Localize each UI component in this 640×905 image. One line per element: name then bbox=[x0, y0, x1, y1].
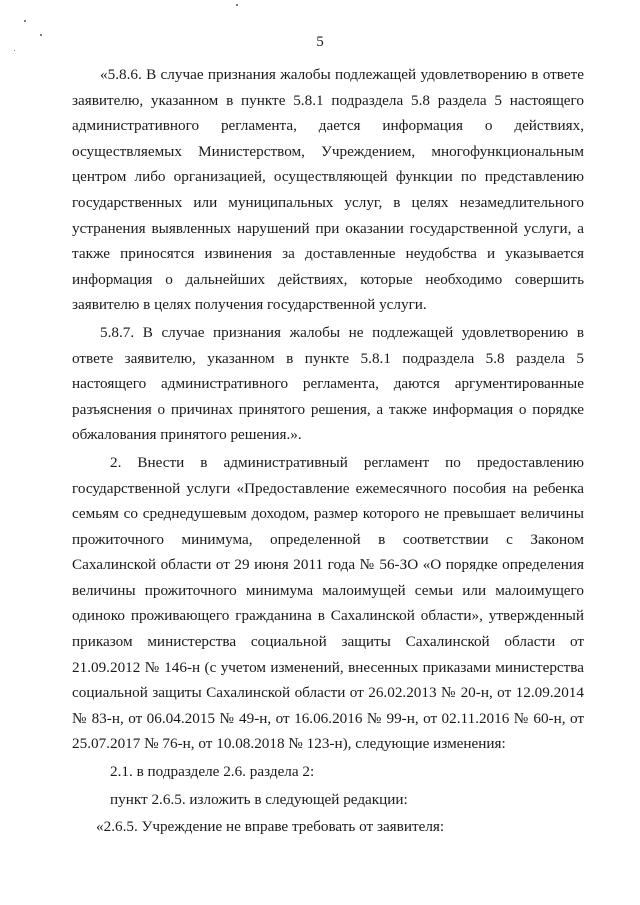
paragraph-5-8-6: «5.8.6. В случае признания жалобы подлежащей удовлетворению в ответе заявителю, указанном в пункте 5.8.1 подраздела 5.8 раздела 5 настоящего административного регламента, дается информация о действиях, осуществляемых Министерством, Учреждением, многофункциональным центром либо организацией, осуществляющей функции по представлению государственных или муниципальных услуг, в целях незамедлительного устранения выявленных нарушений при оказании государственной услуги, а также приносятся извинения за доставленные неудобства и указывается информация о дальнейших действиях, которые необходимо совершить заявителю в целях получения государственной услуги. bbox=[72, 66, 584, 314]
paragraph-item-2-6-5-text: «2.6.5. Учреждение не вправе требовать от заявителя: bbox=[96, 818, 445, 836]
paragraph-item-2-6-5-intro: пункт 2.6.5. изложить в следующей редакции: bbox=[110, 790, 408, 808]
scan-speck bbox=[24, 20, 26, 22]
document-body bbox=[72, 62, 584, 840]
paragraph-item-2: 2. Внести в административный регламент по предоставлению государственной услуги «Предоставление ежемесячного пособия на ребенка семьям со среднедушевым доходом, размер которого не превышает величины прожиточного минимума, определенной в соответствии с Законом Сахалинской области от 29 июня 2011 года № 56-ЗО «О порядке определения величины прожиточного минимума малоимущей семьи или малоимущего одиноко проживающего гражданина в Сахалинской области», утвержденный приказом министерства социальной защиты Сахалинской области от 21.09.2012 № 146-н (с учетом изменений, внесенных приказами министерства социальной защиты Сахалинской области от 26.02.2013 № 20-н, от 12.09.2014 № 83-н, от 06.04.2015 № 49-н, от 16.06.2016 № 99-н, от 02.11.2016 № 60-н, от 25.07.2017 № 76-н, от 10.08.2018 № 123-н), следующие изменения: bbox=[72, 453, 584, 753]
paragraph-item-2-1: 2.1. в подразделе 2.6. раздела 2: bbox=[110, 763, 315, 781]
page-number: 5 bbox=[316, 34, 324, 50]
scan-speck bbox=[236, 4, 238, 6]
paragraph-5-8-7: 5.8.7. В случае признания жалобы не подлежащей удовлетворению в ответе заявителю, указанном в пункте 5.8.1 подраздела 5.8 раздела 5 настоящего административного регламента, даются аргументированные разъяснения о причинах принятого решения, а также информация о порядке обжалования принятого решения.». bbox=[72, 323, 584, 444]
